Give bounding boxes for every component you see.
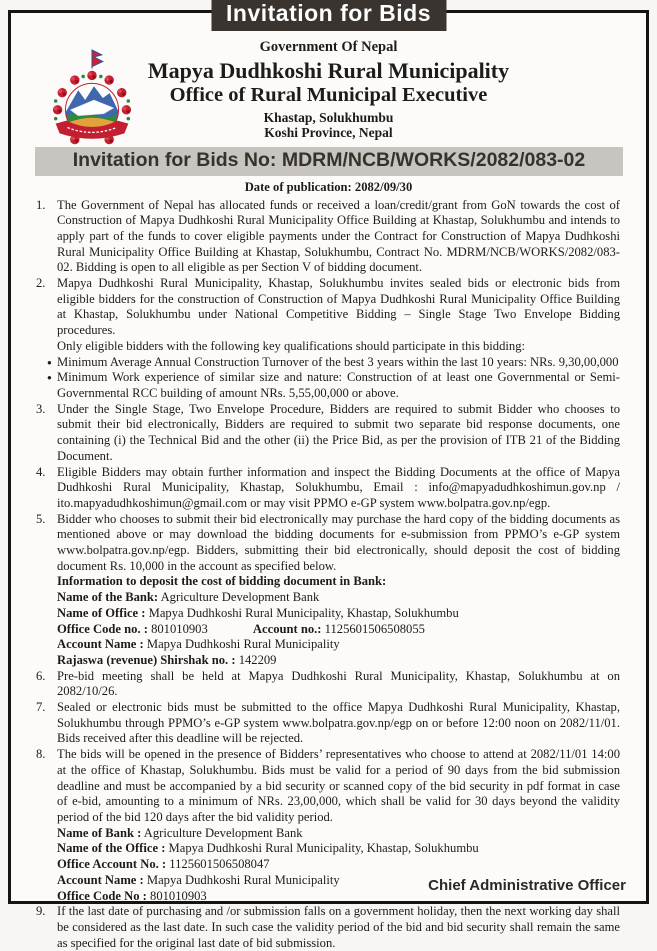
item-text: Sealed or electronic bids must be submitted to the office Mapya Dudhkoshi Rural Municipality, Khastap, Solukhumbu through PPMO’s e-GP system www.bolpatra.gov.np/egp on or before 12:00 noon on 2082/11/01. Bids received after this deadline will be rejected. [57,700,620,746]
bullet-icon: ● [47,373,52,383]
item-number: 4. [36,464,46,479]
item-text: Eligible Bidders may obtain further information and inspect the Bidding Documents at the office of Mapya Dudhkoshi Rural Municipality, Khastap, Solukhumbu, Email : info@mapyadudhkoshimun.gov.np / ito.mapyadudhkoshimun@gmail.com or may visit PPMO e-GP system www.bolpatra.gov.np/egp. [57,464,620,510]
bullet-text: Minimum Average Annual Construction Turnover of the best 3 years within the last 10 years: NRs. 9,30,00,000 [57,354,619,369]
item-text: Mapya Dudhkoshi Rural Municipality, Khastap, Solukhumbu invites sealed bids or electronic bids from eligible bidders for the construction of Construction of Mapya Dudhkoshi Rural Municipality Office Building at Khastap, Solukhumbu under National Competitive Bidding – Single Stage Two Envelope Bidding procedures. [57,276,620,338]
bullet-text: Minimum Work experience of similar size and nature: Construction of at least one Governmental or Semi-Governmental RCC building of amount NRs. 5,55,00,000 or above. [57,370,620,400]
nepal-flag-icon [92,50,103,69]
bank-name-line: Name of the Bank: Agriculture Development Bank [57,590,320,605]
item-number: 5. [36,511,46,526]
office-name-line: Name of Office : Mapya Dudhkoshi Rural Municipality, Khastap, Solukhumbu [57,605,459,620]
document-frame [8,0,649,950]
item-number: 6. [36,668,46,683]
account-name-line: Account Name : Mapya Dudhkoshi Rural Municipality [57,637,340,652]
list-item-1 [36,198,620,277]
office-code-line: Office Code No : 801010903 [57,888,207,903]
item-number: 3. [36,401,46,416]
location-line: Khastap, Solukhumbu [263,109,394,125]
list-item-9 [36,904,620,951]
signatory-title: Chief Administrative Officer [428,877,626,894]
municipality-name: Mapya Dudhkoshi Rural Municipality [147,57,510,83]
item-number: 2. [36,276,46,291]
page-title: Invitation for Bids [211,0,446,31]
item-text: Under the Single Stage, Two Envelope Procedure, Bidders are required to submit Bidder who chooses to submit their bid electronically, Bidders are required to submit two separate bid response documents, one containing (i) the Technical Bid and the other (ii) the Price Bid, as per the provision of ITB 21 of the Bidding Document. [57,401,620,463]
publication-date: Date of publication: 2082/09/30 [244,179,413,194]
office-name-line: Name of the Office : Mapya Dudhkoshi Rural Municipality, Khastap, Solukhumbu [57,841,479,856]
list-item-5 [36,512,620,669]
item-text: The Government of Nepal has allocated funds or received a loan/credit/grant from GoN towards the cost of Construction of Mapya Dudhkoshi Rural Municipality Office Building at Khastap, Solukhumbu and intends to apply part of the funds to cover eligible payments under the Contract for Construction of Mapya Dudhkoshi Rural Municipality Office Building at Khastap, Solukhumbu, Contract No. MDRM/NCB/WORKS/2082/083-02. Bidding is open to all eligible as per Section V of bidding document. [57,197,620,275]
item-number: 7. [36,700,46,715]
item-text: Pre-bid meeting shall be held at Mapya Dudhkoshi Rural Municipality, Khastap, Solukhumbu at on 2082/10/26. [57,668,620,699]
notice-body [11,198,646,951]
office-code-account-line: Office Code no. : 801010903 Account no.: 1125601506508055 [57,621,425,636]
office-account-line: Office Account No. : 1125601506508047 [57,857,270,872]
nepal-emblem-logo [41,47,143,155]
bullet-icon: ● [47,357,52,367]
item-number: 8. [36,747,46,762]
government-line: Government Of Nepal [259,39,398,55]
item-text: Bidder who chooses to submit their bid electronically may purchase the hard copy of the bidding documents as mentioned above or may download the bidding documents for e-submission from PPMO’s e-GP system www.bolpatra.gov.np/egp. Bidders, submitting their bid electronically, should deposit the cost of bidding document Rs. 10,000 in the account as specified below. [57,511,620,573]
qualification-intro: Only eligible bidders with the following key qualifications should participate in this bidding: [57,338,525,353]
bid-number-bar: Invitation for Bids No: MDRM/NCB/WORKS/2082/083-02 [35,147,623,176]
item-number: 1. [36,197,46,212]
province-line: Koshi Province, Nepal [264,125,393,141]
item-number: 9. [36,904,46,919]
list-item-2 [36,276,620,402]
account-name-line: Account Name : Mapya Dudhkoshi Rural Municipality [57,872,340,887]
item-text: The bids will be opened in the presence of Bidders’ representatives who choose to attend at 2082/11/01 14:00 at the office of Khastap, Solukhumbu. Bids must be valid for a period of 90 days from the bid submission deadline and must be accompanied by a bid security or scanned copy of the bid security in pdf format in case of e-bid, amounting to a minimum of NRs. 23,00,000, which shall be valid for 30 days beyond the validity period of the bid 120 days after the bid validity period. [57,747,620,824]
list-item-4 [36,465,620,512]
bank-info-heading: Information to deposit the cost of bidding document in Bank: [57,574,387,589]
bullet-item [47,370,620,401]
list-item-7 [36,700,620,747]
rajaswa-line: Rajaswa (revenue) Shirshak no. : 142209 [57,652,277,667]
bullet-item [47,355,620,371]
list-item-3 [36,402,620,465]
list-item-6 [36,669,620,700]
bank-name-line: Name of Bank : Agriculture Development Bank [57,825,303,840]
item-text: If the last date of purchasing and /or submission falls on a government holiday, then the next working day shall be considered as the last date. In such case the validity period of the bid and bid security shall remain the same as specified for the original last date of bid submission. [57,904,620,950]
office-name: Office of Rural Municipal Executive [169,83,488,106]
